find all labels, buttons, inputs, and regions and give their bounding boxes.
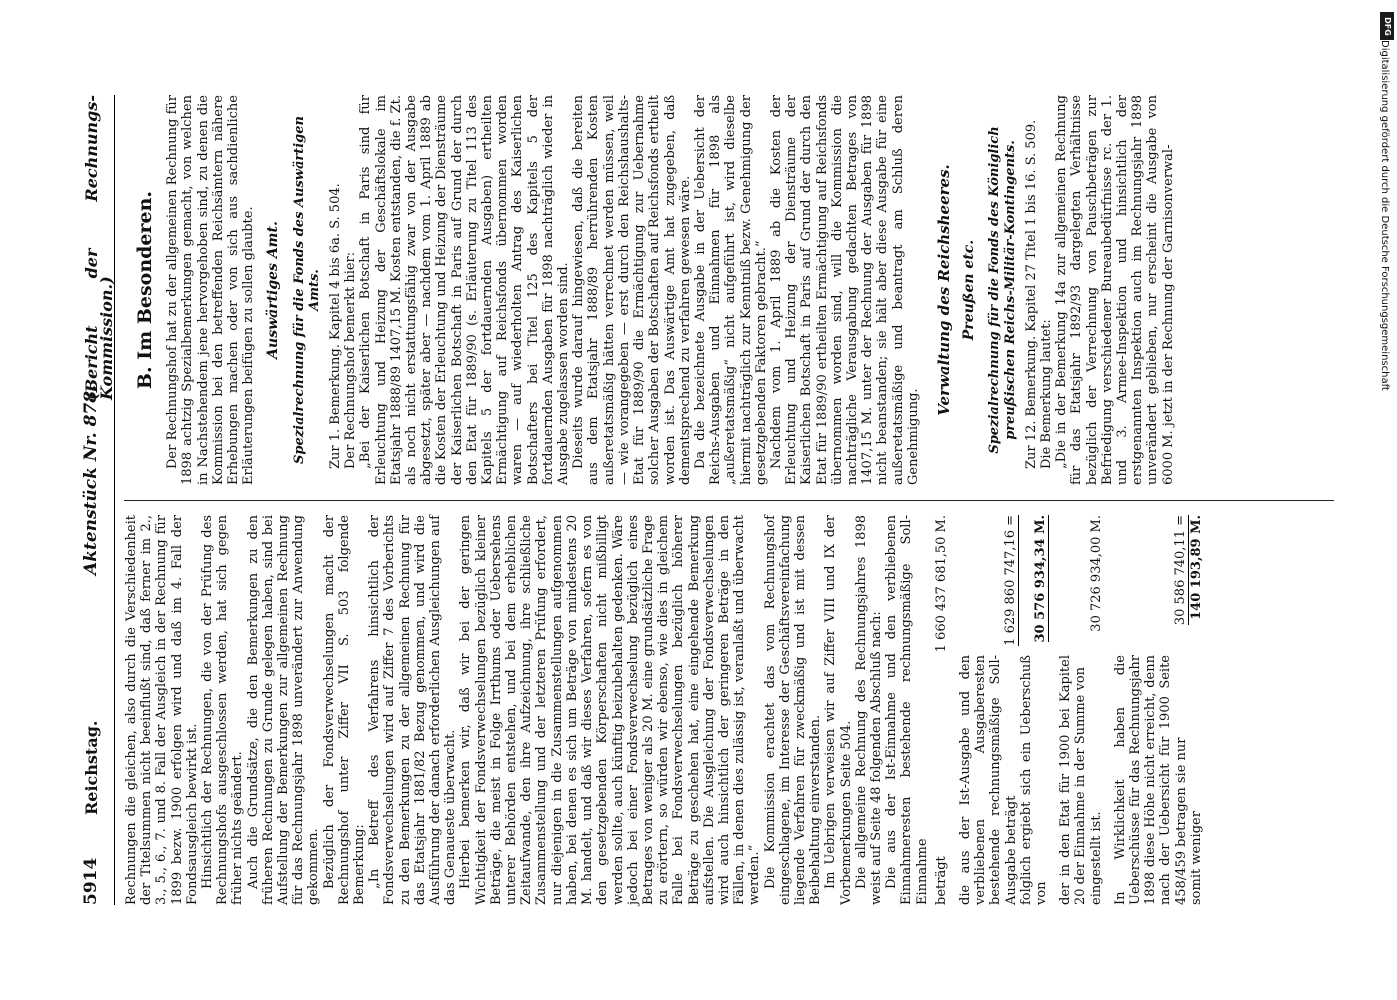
paragraph: Rechnungen die gleichen, also durch die Verschiedenheit der Titelsummen nicht beeinflußt sind, daß ferner im 2., 3., 5., 6., 7. und 8. Fall der Ausgleich in der Rechnung für 1899 bezw. 1900 erfolgen wird und daß im 4. Fall der Fondsausgleich bewirkt ist. — [124, 515, 200, 905]
ledger-row — [1113, 515, 1189, 905]
financial-ledger — [934, 515, 1204, 905]
ledger-label: somit weniger — [1188, 811, 1204, 905]
paragraph: Bezüglich der Fondsverwechselungen macht der Rechnungshof unter Ziffer VII S. 503 folgende Bemerkung: — [321, 515, 368, 905]
quote-paragraph: „Bei der Kaiserlichen Botschaft in Paris sind für Erleuchtung und Heizung der Geschäftslokale im Etatsjahr 1888/89 1407,15 M. Kosten entstanden, die f. Zt. als noch nicht erstattungsfähig zwar von der Ausgabe abgesetzt, später aber — nachdem vom 1. April 1889 ab die Kosten der Erleuchtung und Heizung der Diensträume der Kaiserlichen Botschaft in Paris auf Grund der durch den Etat für 1889/90 (s. Erläuterung zu Titel 113 des Kapitels 5 der fortdauernden Ausgaben) ertheilten Ermächtigung auf Reichsfonds übernommen worden waren — auf wiederholten Antrag des Kaiserlichen Botschafters bei Titel 125 des Kapitels 5 der fortdauernden Ausgaben für 1898 nachträglich wieder in Ausgabe zugelassen worden sind. — [358, 95, 572, 485]
paragraph: Nachdem vom 1. April 1889 ab die Kosten der Erleuchtung und Heizung der Diensträume der Kaiserlichen Botschaft in Paris auf Grund der durch den Etat für 1889/90 ertheilten Ermächtigung auf Reichsfonds übernommen worden sind, will die Kommission die nachträgliche Verausgabung gedachten Betrages von 1407,15 M. unter der Rechnung der Ausgaben für 1898 nicht beanstanden; sie hält aber diese Ausgabe für eine außeretatsmäßige und beantragt am Schluß deren Genehmigung. — [768, 95, 921, 485]
page-number: 5914 — [81, 857, 101, 905]
dfg-logo: DFG — [1380, 12, 1394, 40]
document-page — [78, 95, 1340, 905]
ledger-label: folglich ergiebt sich ein Ueberschuß von — [1018, 655, 1049, 905]
ledger-label: beträgt — [933, 856, 949, 905]
digitization-note-text: Digitalisierung gefördert durch die Deutsche Forschungsgemeinschaft — [1379, 40, 1390, 391]
page-header — [78, 95, 115, 905]
reference-line: Zur 1. Bemerkung. Kapitel 4 bis 6a. S. 504. — [328, 183, 344, 469]
ledger-amount: 140 193,89 M. — [1188, 515, 1204, 620]
office-heading: Auswärtiges Amt. — [265, 221, 282, 359]
paragraph: Im Uebrigen verweisen wir auf Ziffer VIII und IX der Vorbemerkungen Seite 504. — [823, 515, 854, 905]
ledger-row — [1089, 515, 1104, 905]
ledger-label: In Wirklichkeit haben die Ueberschüsse für das Rechnungsjahr 1898 diese Höhe nicht erreicht, denn nach der Uebersicht für 1900 Seite 458/459 betragen sie nur — [1112, 655, 1189, 905]
column-divider — [124, 500, 1334, 501]
quote-paragraph: „Die in der Bemerkung 14a zur allgemeinen Rechnung für das Etatsjahr 1892/93 dargelegten Verhältnisse bezüglich der Verrechnung von Pauschbeträgen zur Befriedigung verschiedener Bureaubedürfnisse rc. der 1. und 3. Armee-Inspektion und hinsichtlich der erstgenannten Inspektion auch im Rechnungsjahr 1898 unverändert geblieben, nur erscheint die Ausgabe von 6000 M. jetzt in der Rechnung der Garnisonverwal- — [1054, 95, 1176, 485]
army-heading: Verwaltung des Reichsheeres. — [934, 164, 953, 416]
ledger-amount: 1 629 860 747,16 = — [1002, 515, 1018, 646]
paragraph: Hinsichtlich der Rechnungen, die von der Prüfung des Rechnungshofs ausgeschlossen werden, hat sich gegen früher nichts geändert. — [200, 515, 246, 905]
quote-paragraph: Dieseits wurde darauf hingewiesen, daß die bereiten aus dem Etatsjahr 1888/89 herrührenden Kosten außeretatsmäßig hätten verrechnet werden müssen, weil — wie vorangegeben — erst durch den Reichshaushalts-Etat für 1889/90 die Ermächtigung zur Uebernahme solcher Ausgaben der Botschaften auf Reichsfonds ertheilt worden ist. Das Auswärtige Amt hat zugegeben, daß dementsprechend zu verfahren gewesen wäre. — [571, 95, 693, 485]
subsection-heading: Spezialrechnung für die Fonds des Königlich preußischen Reichs-Militär-Kontingents. — [987, 126, 1018, 454]
paragraph: Auch die Grundsätze, die den Bemerkungen zu den früheren Rechnungen zu Grunde gelegen haben, sind bei Aufstellung der Bemerkungen zur allgemeinen Rechnung für das Rechnungsjahr 1898 unverändert zur Anwendung gekommen. — [245, 515, 322, 905]
right-column — [124, 95, 1176, 485]
reference-line: Zur 12. Bemerkung. Kapitel 27 Titel 1 bis 16. S. 509. — [1023, 119, 1039, 469]
section-heading: B. Im Besonderen. — [134, 190, 156, 390]
ledger-amount: 30 576 934,34 M. — [1032, 515, 1048, 643]
header-report-title: (Bericht der Rechnungs-Kommission.) — [82, 95, 117, 400]
ledger-row — [1189, 515, 1204, 905]
ledger-label: der in den Etat für 1900 bei Kapitel 20 der Einnahme in der Summe von — [1058, 655, 1089, 905]
ledger-row — [934, 515, 949, 905]
paragraph: Die Kommission erachtet das vom Rechnungshof eingeschlagene, im Interesse der Geschäftsvereinfachung liegende Verfahren für zweckmäßig und ist mit dessen Beibehaltung einverstanden. — [762, 515, 824, 905]
ledger-amount: 1 660 437 681,50 M. — [933, 515, 949, 653]
header-left-title: Reichstag. — [82, 720, 101, 815]
paragraph: Die aus der Ist-Einnahme und den verbliebenen Einnahmeresten bestehende rechnungsmäßige Soll-Einnahme — [884, 515, 930, 905]
paragraph: Die allgemeine Rechnung des Rechnungsjahres 1898 weist auf Seite 48 folgenden Abschluß nach: — [853, 515, 884, 905]
ledger-row — [958, 515, 1019, 905]
ledger-label: die aus der Ist-Ausgabe und den verbliebenen Ausgaberesten bestehende rechnungsmäßige Soll-Ausgabe beträgt — [957, 655, 1019, 905]
quote-paragraph: Hierbei bemerken wir, daß wir bei der geringen Wichtigkeit der Fondsverwechselungen bezüglich kleiner Beträge, die meist in Folge Irrthums oder Uebersehens unterer Behörden entstehen, und bei dem erheblichen Zeitaufwande, den ihre Aufzeichnung, ihre schließliche Zusammenstellung und der letzteren Prüfung erfordert, nur diejenigen in die Zusammenstellungen aufgenommen haben, bei denen es sich um Beträge von mindestens 20 M. handelt, und daß wir dieses Verfahren, sofern es von den gesetzgebenden Körperschaften nicht mißbilligt werden sollte, auch künftig beizubehalten gedenken. Wäre jedoch bei einer Fondsverwechselung bezüglich eines Betrages von weniger als 20 M. eine grundsätzliche Frage zu erörtern, so würden wir ebenso, wie dies in gleichem Falle bei Fondsverwechselungen bezüglich höherer Beträge zu geschehen hat, eine eingehende Bemerkung aufstellen. Die Ausgleichung der Fondsverwechselungen wird auch hinsichtlich der geringeren Beträge in den Fällen, in denen dies zulässig ist, veranlaßt und überwacht werden.“ — [458, 515, 763, 905]
quote-paragraph: Da die bezeichnete Ausgabe in der Uebersicht der Reichs-Ausgaben und Einnahmen für 1898 als „außeretatsmäßig“ nicht aufgeführt ist, wird dieselbe hiermit nachträglich zur Kenntniß bezw. Genehmigung der gesetzgebenden Faktoren gebracht.“ — [692, 95, 769, 485]
paragraph: Der Rechnungshof hat zu der allgemeinen Rechnung für 1898 achtzig Spezialbemerkungen gemacht, von welchen in Nachstehendem jene hervorgehoben sind, zu denen die Kommission bei den betreffenden Reichsämtern nähere Erhebungen machen oder von sich aus sachdienliche Erläuterungen beifügen zu sollen glaubte. — [165, 95, 257, 485]
ledger-row — [1019, 515, 1049, 905]
prussia-heading: Preußen etc. — [961, 239, 978, 341]
header-document-number: Aktenstück Nr. 878. — [81, 384, 101, 575]
ledger-row — [1058, 515, 1088, 905]
left-column — [124, 515, 1204, 905]
reference-subline: Der Rechnungshof bemerkt hier: — [343, 251, 359, 469]
ledger-amount: 30 726 934,00 M. — [1088, 515, 1104, 632]
digitization-note — [1378, 40, 1392, 960]
ledger-label: eingestellt ist. — [1088, 811, 1104, 905]
subsection-heading: Spezialrechnung für die Fonds des Auswärtigen Amts. — [291, 116, 322, 464]
ledger-amount: 30 586 740,11 = — [1172, 515, 1188, 626]
quote-paragraph: „In Betreff des Verfahrens hinsichtlich der Fondsverwechselungen wird auf Ziffer 7 des Vorberichts zu den Bemerkungen zu der allgemeinen Rechnung für das Etatsjahr 1881/82 Bezug genommen, und wird die Ausführung der danach erforderlichen Ausgleichungen auf das Genaueste überwacht. — [367, 515, 459, 905]
reference-subline: Die Bemerkung lautet: — [1038, 319, 1054, 469]
